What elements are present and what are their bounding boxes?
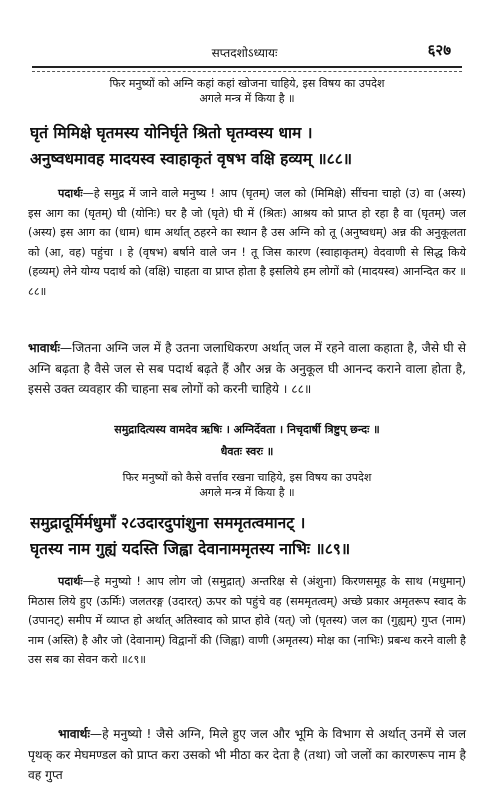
padartha-88 [28, 184, 466, 302]
page-number: ६२७ [427, 41, 451, 59]
mantra-89 [30, 510, 468, 562]
mantra-line: समुद्रादूर्मिर्मधुमाँ २८उदारदुपांशुना सममृतत्वमानट् । [30, 514, 306, 532]
intro-line: फिर मनुष्यों को कैसे वर्त्ताव रखना चाहिये, इस विषय का उपदेश [122, 471, 372, 484]
chapter-title: सप्तदशोऽध्यायः [211, 46, 278, 60]
mantra-88 [30, 120, 468, 172]
intro-line: अगले मन्त्र में किया है ॥ [199, 92, 295, 105]
bhavartha-label: भावार्थः [28, 341, 60, 355]
padartha-label: पदार्थः [58, 187, 83, 200]
padartha-text: —हे समुद्र में जाने वाले मनुष्य ! आप (घृतम्) जल को (मिमिक्षे) सींचना चाहो (उ) वा (अस्य) इस आग का (घृतम्) घी (योनिः) घर है जो (घृते) घी में (श्रितः) आश्रय को प्राप्त हो रहा है वा (घृतम्) जल (अस्य) इस आग का (धाम) धाम अर्थात् ठहरने का स्थान है उस अग्नि को तू (अनुष्वधम्) अन्न की अनुकूलता को (आ, वह) पहुंचा । हे (वृषभ) बर्षाने वाले जन ! तू जिस कारण (स्वाहाकृतम्) वेदवाणी से सिद्ध किये (हव्यम्) लेने योग्य पदार्थ को (वक्षि) चाहता वा प्राप्त होता है इसलिये हम लोगों को (मादयस्व) आनन्दित कर ॥८८॥ [28, 187, 466, 298]
bhavartha-88 [28, 338, 466, 400]
header-rule [32, 66, 462, 72]
section2-intro [28, 470, 466, 500]
section1-intro [28, 76, 466, 106]
bhavartha-text: —हे मनुष्यो ! जैसे अग्नि, मिले हुए जल और भूमि के विभाग से अर्थात् उनमें से जल पृथक् कर मेघमण्डल को प्राप्त करा उसको भी मीठा कर देता है (तथा) जो जलों का कारणरूप नाम है वह गुप्त [28, 727, 466, 782]
intro-line: अगले मन्त्र में किया है ॥ [199, 486, 295, 499]
mantra-line: घृतस्य नाम गुह्यं यदस्ति जिह्वा देवानाममृतस्य नाभिः ॥८९॥ [30, 540, 351, 558]
mantra-line: अनुष्वधमावह मादयस्व स्वाहाकृतं वृषभ वक्षि हव्यम् ॥८८॥ [30, 150, 353, 168]
intro-line: फिर मनुष्यों को अग्नि कहां कहां खोजना चाहिये, इस विषय का उपदेश [109, 77, 385, 90]
bhavartha-text: —जितना अग्नि जल में है उतना जलाधिकरण अर्थात् जल में रहने वाला कहाता है, जैसे घी से अग्नि बढ़ता है वैसे जल से सब पदार्थ बढ़ते हैं और अन्न के अनुकूल घी आनन्द कराने वाला होता है, इससे उक्त व्यवहार की चाहना सब लोगों को करनी चाहिये । ८८॥ [28, 341, 466, 396]
svara-line: धैवतः स्वरः ॥ [220, 445, 274, 458]
padartha-89 [28, 572, 466, 670]
padartha-label: पदार्थः [58, 575, 83, 588]
mantra-line: घृतं मिमिक्षे घृतमस्य योनिर्घृते श्रितो घृतम्वस्य धाम । [30, 124, 313, 142]
bhavartha-89 [28, 724, 466, 786]
page-header [0, 40, 489, 62]
rishi-line: समुद्रादित्यस्य वामदेव ऋषिः । अग्निर्देवता । निचृदार्षी त्रिष्टुप् छन्दः ॥ [114, 423, 380, 436]
padartha-text: —हे मनुष्यो ! आप लोग जो (समुद्रात्) अन्तरिक्ष से (अंशुना) किरणसमूह के साथ (मधुमान्) मिठास लिये हुए (ऊर्मिः) जलतरङ्ग (उदारत्) ऊपर को पहुंचे वह (सममृतत्वम्) अच्छे प्रकार अमृतरूप स्वाद के (उपानट्) समीप में व्याप्त हो अर्थात् अतिस्वाद को प्राप्त होवे (यत्) जो (घृतस्य) जल का (गुह्यम्) गुप्त (नाम) नाम (अस्ति) है और जो (देवानाम्) विद्वानों की (जिह्वा) वाणी (अमृतस्य) मोक्ष का (नाभिः) प्रबन्ध करने वाली है उस सब का सेवन करो ॥८९॥ [28, 575, 466, 667]
bhavartha-label: भावार्थः [58, 727, 90, 741]
